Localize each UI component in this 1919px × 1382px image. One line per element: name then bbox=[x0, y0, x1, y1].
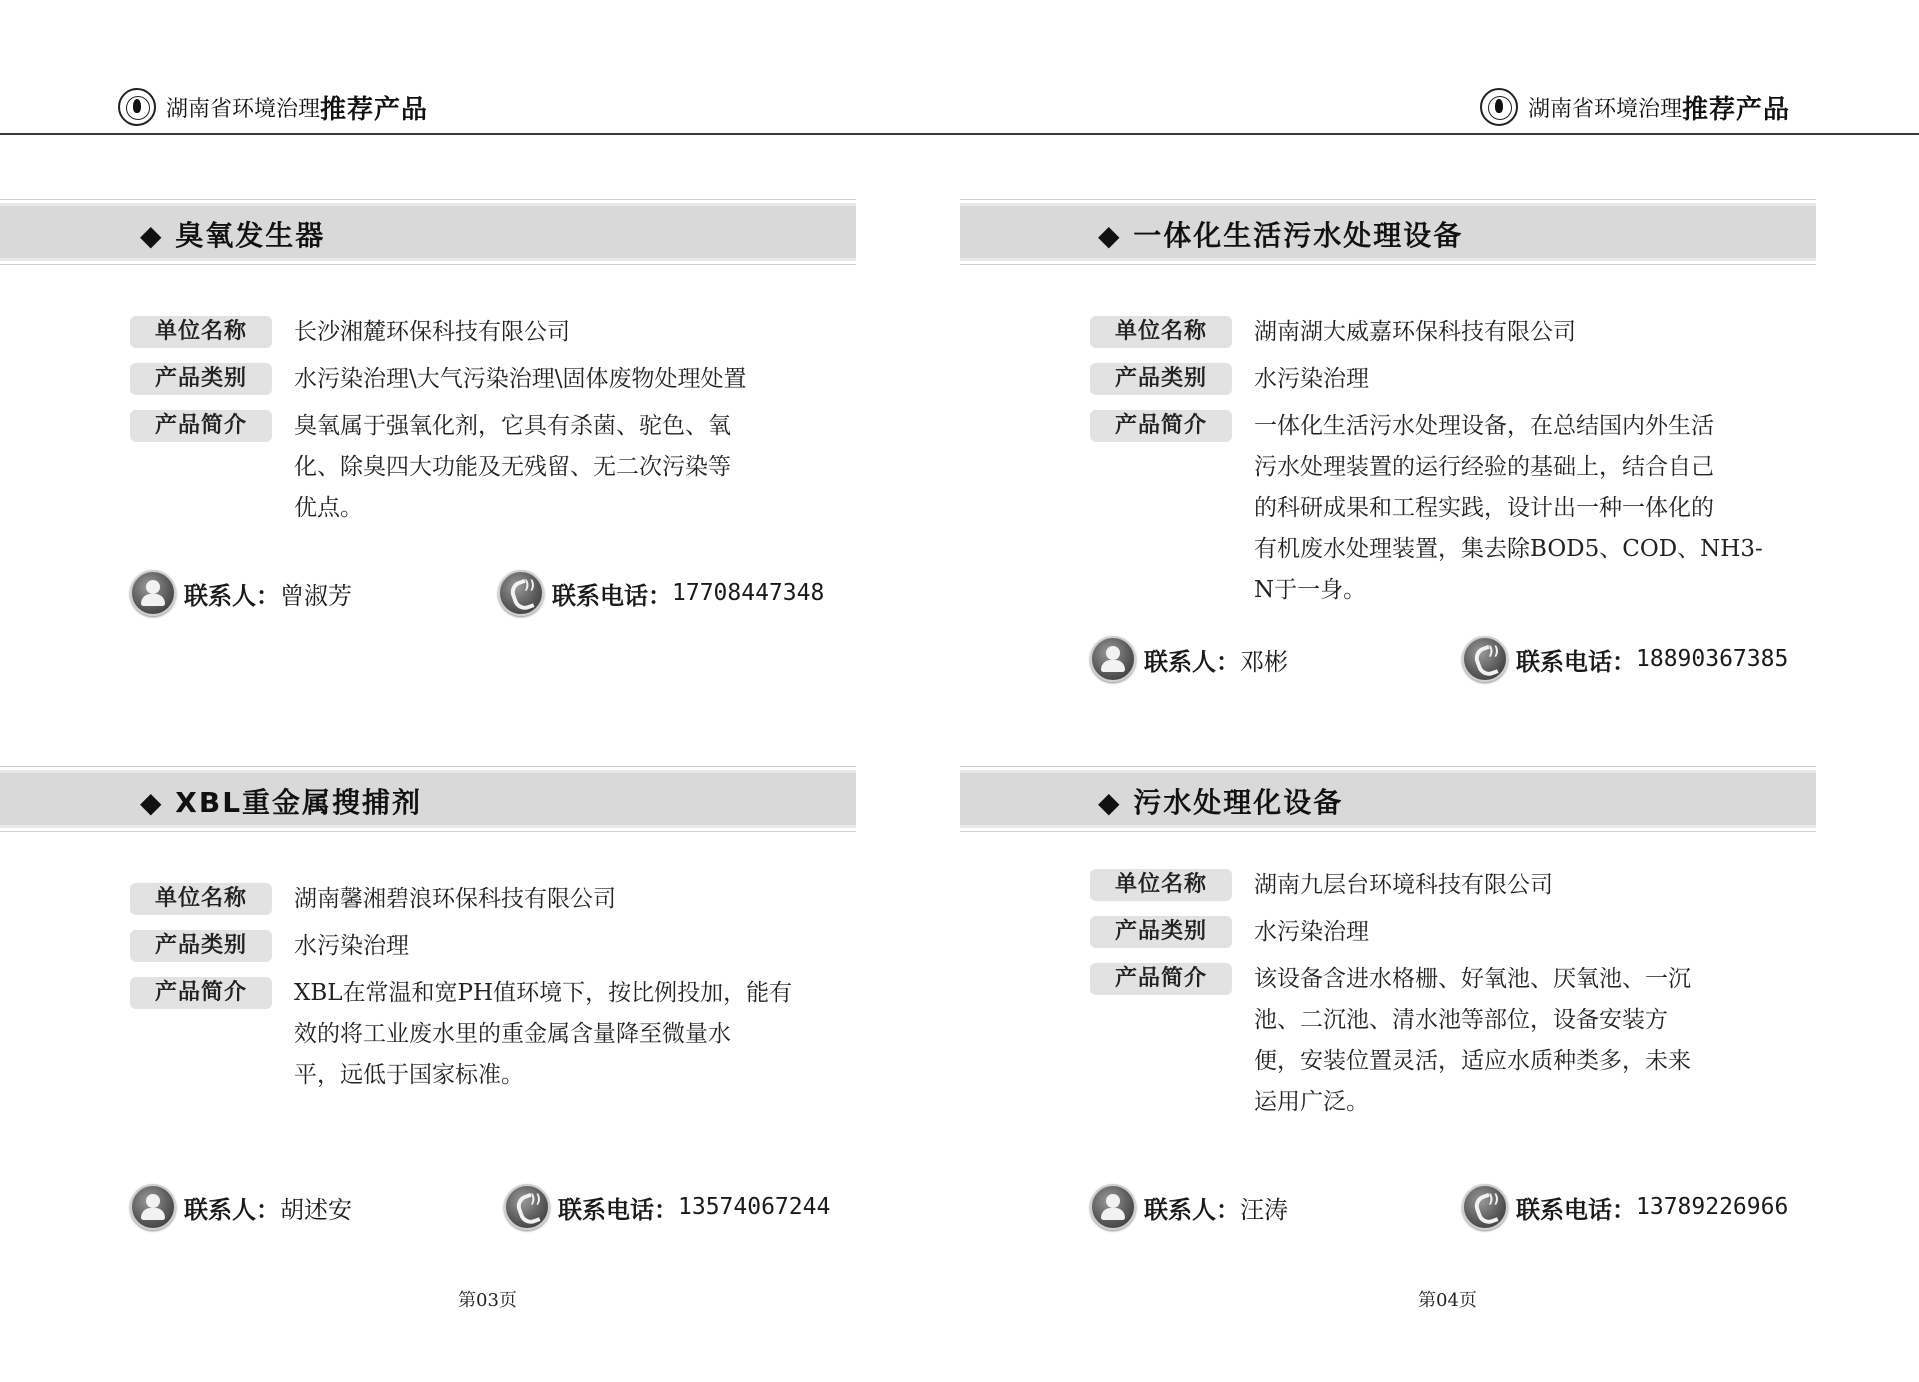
phone-number: 13789226966 bbox=[1636, 1194, 1789, 1220]
phone-label: 联系电话： bbox=[1516, 1195, 1636, 1224]
phone-icon bbox=[498, 570, 544, 616]
intro-row bbox=[130, 410, 850, 529]
category-value: 水污染治理 bbox=[294, 933, 409, 959]
logo-icon bbox=[118, 88, 156, 126]
contact-label: 联系人： bbox=[184, 1195, 280, 1224]
product-title-band bbox=[0, 203, 856, 261]
contact-person bbox=[1090, 636, 1288, 682]
intro-text bbox=[1254, 959, 1691, 1123]
category-label: 产品类别 bbox=[1090, 916, 1232, 948]
contact-person bbox=[130, 1184, 352, 1230]
unit-value: 长沙湘麓环保科技有限公司 bbox=[294, 319, 570, 345]
intro-label: 产品简介 bbox=[130, 977, 272, 1009]
header-rule bbox=[0, 133, 1919, 135]
product-title: ◆ 污水处理化设备 bbox=[1098, 786, 1344, 819]
phone-label: 联系电话： bbox=[558, 1195, 678, 1224]
phone-number: 18890367385 bbox=[1636, 646, 1789, 672]
intro-text bbox=[294, 973, 792, 1096]
intro-line: 该设备含进水格栅、好氧池、厌氧池、一沉 bbox=[1254, 966, 1691, 992]
contact-name: 曾淑芳 bbox=[280, 581, 352, 610]
product-title-band bbox=[960, 203, 1816, 261]
product-title: ◆ 一体化生活污水处理设备 bbox=[1098, 219, 1464, 252]
unit-row bbox=[1090, 316, 1820, 353]
intro-label: 产品简介 bbox=[1090, 963, 1232, 995]
intro-line: 便，安装位置灵活，适应水质种类多，未来 bbox=[1254, 1048, 1691, 1074]
person-icon bbox=[1090, 636, 1136, 682]
unit-label: 单位名称 bbox=[1090, 316, 1232, 348]
category-row bbox=[1090, 916, 1820, 953]
phone-label: 联系电话： bbox=[1516, 647, 1636, 676]
unit-label: 单位名称 bbox=[130, 883, 272, 915]
phone-label: 联系电话： bbox=[552, 581, 672, 610]
page-number-right: 第04页 bbox=[1418, 1290, 1477, 1311]
person-icon bbox=[130, 1184, 176, 1230]
unit-label: 单位名称 bbox=[130, 316, 272, 348]
header-right-title: 湖南省环境治理 bbox=[1528, 96, 1683, 122]
intro-line: N于一身。 bbox=[1254, 577, 1367, 603]
intro-text bbox=[294, 406, 731, 529]
category-value: 水污染治理 bbox=[1254, 366, 1369, 392]
contact-label: 联系人： bbox=[184, 581, 280, 610]
header-left-title: 湖南省环境治理 bbox=[166, 96, 321, 122]
header-left-emphasis: 推荐产品 bbox=[320, 94, 429, 125]
intro-row bbox=[1090, 963, 1790, 1123]
unit-value: 湖南馨湘碧浪环保科技有限公司 bbox=[294, 886, 616, 912]
person-icon bbox=[130, 570, 176, 616]
header-right-emphasis: 推荐产品 bbox=[1682, 94, 1791, 125]
category-value: 水污染治理 bbox=[1254, 919, 1369, 945]
product-title: ◆ XBL重金属搜捕剂 bbox=[140, 786, 423, 819]
intro-line: 臭氧属于强氧化剂，它具有杀菌、驼色、氧 bbox=[294, 413, 731, 439]
contact-phone bbox=[1462, 636, 1788, 682]
category-value: 水污染治理\大气污染治理\固体废物处理处置 bbox=[294, 366, 747, 392]
unit-value: 湖南九层台环境科技有限公司 bbox=[1254, 872, 1553, 898]
contact-name: 胡述安 bbox=[280, 1195, 352, 1224]
page-number-left: 第03页 bbox=[458, 1290, 517, 1311]
phone-icon bbox=[1462, 636, 1508, 682]
category-row bbox=[130, 363, 850, 400]
phone-number: 13574067244 bbox=[678, 1194, 831, 1220]
logo-icon bbox=[1480, 88, 1518, 126]
product-title-band bbox=[960, 770, 1816, 828]
unit-row bbox=[130, 316, 850, 353]
intro-row bbox=[1090, 410, 1820, 611]
category-label: 产品类别 bbox=[130, 363, 272, 395]
unit-label: 单位名称 bbox=[1090, 869, 1232, 901]
intro-label: 产品简介 bbox=[1090, 410, 1232, 442]
unit-row bbox=[1090, 869, 1820, 906]
intro-label: 产品简介 bbox=[130, 410, 272, 442]
intro-line: 运用广泛。 bbox=[1254, 1089, 1369, 1115]
category-row bbox=[1090, 363, 1820, 400]
intro-line: 平，远低于国家标准。 bbox=[294, 1062, 524, 1088]
intro-line: 效的将工业废水里的重金属含量降至微量水 bbox=[294, 1021, 731, 1047]
header-left-brand bbox=[118, 88, 428, 126]
intro-line: 污水处理装置的运行经验的基础上，结合自己 bbox=[1254, 454, 1714, 480]
unit-value: 湖南湖大威嘉环保科技有限公司 bbox=[1254, 319, 1576, 345]
product-title: ◆ 臭氧发生器 bbox=[140, 219, 326, 252]
phone-icon bbox=[504, 1184, 550, 1230]
intro-line: 优点。 bbox=[294, 495, 363, 521]
phone-icon bbox=[1462, 1184, 1508, 1230]
contact-name: 汪涛 bbox=[1240, 1195, 1288, 1224]
category-label: 产品类别 bbox=[1090, 363, 1232, 395]
unit-row bbox=[130, 883, 860, 920]
contact-label: 联系人： bbox=[1144, 647, 1240, 676]
intro-line: XBL在常温和宽PH值环境下，按比例投加，能有 bbox=[294, 980, 793, 1006]
contact-name: 邓彬 bbox=[1240, 647, 1288, 676]
intro-text bbox=[1254, 406, 1763, 611]
intro-line: 池、二沉池、清水池等部位，设备安装方 bbox=[1254, 1007, 1668, 1033]
intro-line: 一体化生活污水处理设备，在总结国内外生活 bbox=[1254, 413, 1714, 439]
intro-row bbox=[130, 977, 860, 1096]
contact-label: 联系人： bbox=[1144, 1195, 1240, 1224]
category-row bbox=[130, 930, 860, 967]
contact-phone bbox=[1462, 1184, 1788, 1230]
header-right-brand bbox=[1480, 88, 1790, 126]
contact-phone bbox=[498, 570, 824, 616]
person-icon bbox=[1090, 1184, 1136, 1230]
product-title-band bbox=[0, 770, 856, 828]
category-label: 产品类别 bbox=[130, 930, 272, 962]
intro-line: 的科研成果和工程实践，设计出一种一体化的 bbox=[1254, 495, 1714, 521]
intro-line: 有机废水处理装置，集去除BOD5、COD、NH3- bbox=[1254, 536, 1763, 562]
intro-line: 化、除臭四大功能及无残留、无二次污染等 bbox=[294, 454, 731, 480]
contact-person bbox=[1090, 1184, 1288, 1230]
contact-phone bbox=[504, 1184, 830, 1230]
contact-person bbox=[130, 570, 352, 616]
phone-number: 17708447348 bbox=[672, 580, 825, 606]
